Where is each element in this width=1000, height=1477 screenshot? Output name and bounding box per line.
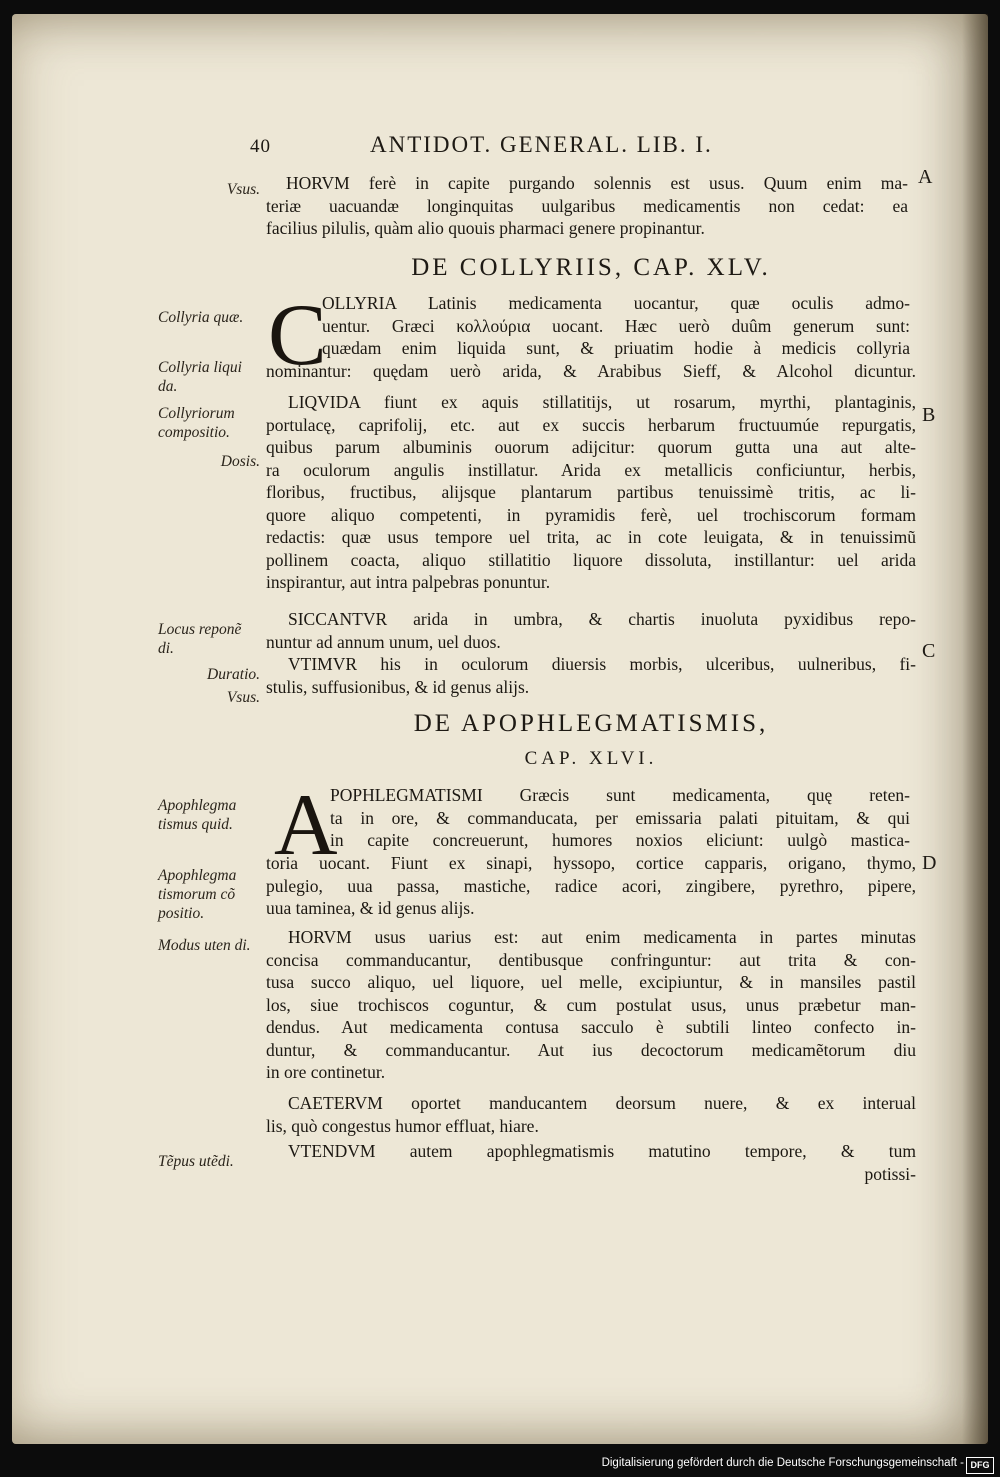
- marginal-note-collyria-liquida: Collyria liqui da.: [158, 359, 242, 395]
- chapter-45-paragraph-1-end: [266, 360, 916, 383]
- text-line: uua taminea, & id genus alijs.: [266, 898, 475, 918]
- text-line: VTIMVR his in oculorum diuersis morbis, ulceribus, uulneribus, fi-: [288, 654, 916, 674]
- text-line: POPHLEGMATISMI Græcis sunt medicamenta, quę reten-: [330, 785, 910, 805]
- text-line: facilius pilulis, quàm alio quouis pharmaci genere propinantur.: [266, 218, 705, 238]
- text-line: stulis, suffusionibus, & id genus alijs.: [266, 676, 530, 697]
- page-number: 40: [250, 136, 271, 157]
- marginal-note-usus-2: Vsus.: [226, 689, 260, 706]
- text-line: redactis: quæ usus tempore uel trita, ac in cote leuigata, & in tenuissimũ: [266, 527, 916, 547]
- text-line: pollinem coacta, aliquo stillatitio liquore dissoluta, instillantur: uel arida: [266, 549, 916, 570]
- text-line: nominantur: quędam uerò arida, & Arabibus Sieff, & Alcohol dicuntur.: [266, 361, 916, 381]
- text-line: los, siue trochiscos coguntur, & cum postulat usus, unus præbetur man-: [266, 994, 916, 1015]
- chapter-46-paragraph-1-end: [266, 852, 916, 920]
- marginal-note-locus: Locus reponẽ di.: [158, 621, 242, 657]
- marginal-note-apophlegmatismorum-compositio: Apophlegma tismorum cõ positio.: [158, 867, 237, 922]
- marginal-note-collyriorum-compositio: Collyriorum compositio.: [158, 405, 235, 441]
- text-line: quore aliquo competenti, in pyramidis ferè, uel trochiscorum formam: [266, 504, 916, 525]
- chapter-45-heading: DE COLLYRIIS, CAP. XLV.: [411, 254, 771, 281]
- footer-credit: Digitalisierung gefördert durch die Deutsche Forschungsgemeinschaft -: [601, 1457, 964, 1469]
- drop-cap-a: A: [274, 777, 338, 874]
- text-line: LIQVIDA fiunt ex aquis stillatitijs, ut rosarum, myrthi, plantaginis,: [288, 392, 916, 412]
- chapter-45-paragraph-4: [266, 653, 916, 698]
- running-head: [250, 132, 820, 164]
- text-line: floribus, fructibus, alijsque plantarum partibus tenuissimè tritis, ac li-: [266, 482, 916, 502]
- chapter-45-paragraph-2: [266, 391, 916, 594]
- text-line: nuntur ad annum unum, uel duos.: [266, 631, 501, 652]
- running-title: ANTIDOT. GENERAL. LIB. I.: [370, 132, 713, 157]
- text-line: in capite concreuerunt, humores noxios eliciunt: uulgò mastica-: [330, 830, 910, 850]
- text-line: lis, quò congestus humor effluat, hiare.: [266, 1115, 539, 1136]
- margin-letter-b: B: [922, 404, 936, 426]
- text-line: HORVM ferè in capite purgando solennis est usus. Quum enim ma-: [286, 173, 908, 193]
- text-line: OLLYRIA Latinis medicamenta uocantur, quæ oculis admo-: [322, 293, 910, 313]
- text-line: tusa succo aliquo, uel liquore, uel melle, excipiuntur, & in mansiles pastil: [266, 972, 916, 992]
- chapter-46-paragraph-1: [330, 784, 910, 852]
- text-line: portulacę, caprifolij, etc. aut ex succis herbarum fructuumúe repurgatis,: [266, 414, 916, 435]
- chapter-46-paragraph-2: [266, 926, 916, 1084]
- text-line: dendus. Aut medicamenta contusa sacculo è subtili linteo confecto in-: [266, 1017, 916, 1037]
- text-line: ra oculorum angulis instillatur. Arida ex metallicis conficiuntur, herbis,: [266, 459, 916, 480]
- text-line: duntur, & commanducantur. Aut ius decoctorum medicamẽtorum diu: [266, 1039, 916, 1060]
- chapter-45-paragraph-3: [266, 608, 916, 653]
- chapter-46-subheading: CAP. XLVI.: [524, 748, 658, 769]
- marginal-note-usus: Vsus.: [226, 181, 260, 198]
- text-line: SICCANTVR arida in umbra, & chartis inuoluta pyxidibus repo-: [288, 609, 916, 629]
- text-line: toria uocant. Fiunt ex sinapi, hyssopo, cortice capparis, origano, thymo,: [266, 853, 916, 873]
- text-line: quædam enim liquida sunt, & priuatim hodie à medicis collyria: [322, 338, 910, 358]
- marginal-note-tempus-utendi: Tẽpus utẽdi.: [158, 1153, 234, 1170]
- text-line: uentur. Græci κολλούρια uocant. Hæc uerò duûm generum sunt:: [322, 315, 910, 336]
- intro-paragraph: [266, 172, 908, 240]
- text-line: HORVM usus uarius est: aut enim medicamenta in partes minutas: [288, 927, 916, 947]
- text-line: teriæ uacuandæ longinquitas uulgaribus medicamentis non cedat: ea: [266, 195, 908, 216]
- chapter-45-paragraph-1: [322, 292, 910, 360]
- chapter-46-heading: DE APOPHLEGMATISMIS,: [413, 710, 769, 737]
- marginal-note-dosis: Dosis.: [220, 453, 260, 470]
- chapter-46-paragraph-4: [266, 1140, 916, 1185]
- text-line: inspirantur, aut intra palpebras ponuntur.: [266, 572, 551, 592]
- text-line: CAETERVM oportet manducantem deorsum nuere, & ex interual: [288, 1093, 916, 1113]
- marginal-note-duratio: Duratio.: [207, 666, 260, 683]
- margin-letter-d: D: [922, 852, 937, 874]
- dfg-logo: DFG: [966, 1457, 994, 1474]
- marginal-note-apophlegmatismus-quid: Apophlegma tismus quid.: [158, 797, 237, 833]
- catchword: potissi-: [864, 1163, 916, 1184]
- text-line: quibus parum albuminis ouorum adijcitur: quorum gutta una aut alte-: [266, 437, 916, 457]
- marginal-note-collyria-quae: Collyria quæ.: [158, 309, 244, 326]
- drop-cap-c: C: [268, 287, 327, 384]
- text-line: pulegio, uua passa, mastiche, radice acori, zingibere, pyrethro, pipere,: [266, 875, 916, 896]
- text-line: VTENDVM autem apophlegmatismis matutino tempore, & tum: [288, 1141, 916, 1161]
- margin-letter-a: A: [918, 166, 933, 188]
- text-line: concisa commanducantur, dentibusque confringuntur: aut trita & con-: [266, 949, 916, 970]
- marginal-note-modus-utendi: Modus uten di.: [158, 937, 251, 954]
- text-line: in ore continetur.: [266, 1062, 386, 1082]
- margin-letter-c: C: [922, 640, 936, 662]
- chapter-46-paragraph-3: [266, 1092, 916, 1137]
- page-edge-shadow: [962, 14, 988, 1444]
- digitization-footer: [0, 1455, 1000, 1477]
- text-line: ta in ore, & commanducata, per emissaria palati pituitam, & qui: [330, 807, 910, 828]
